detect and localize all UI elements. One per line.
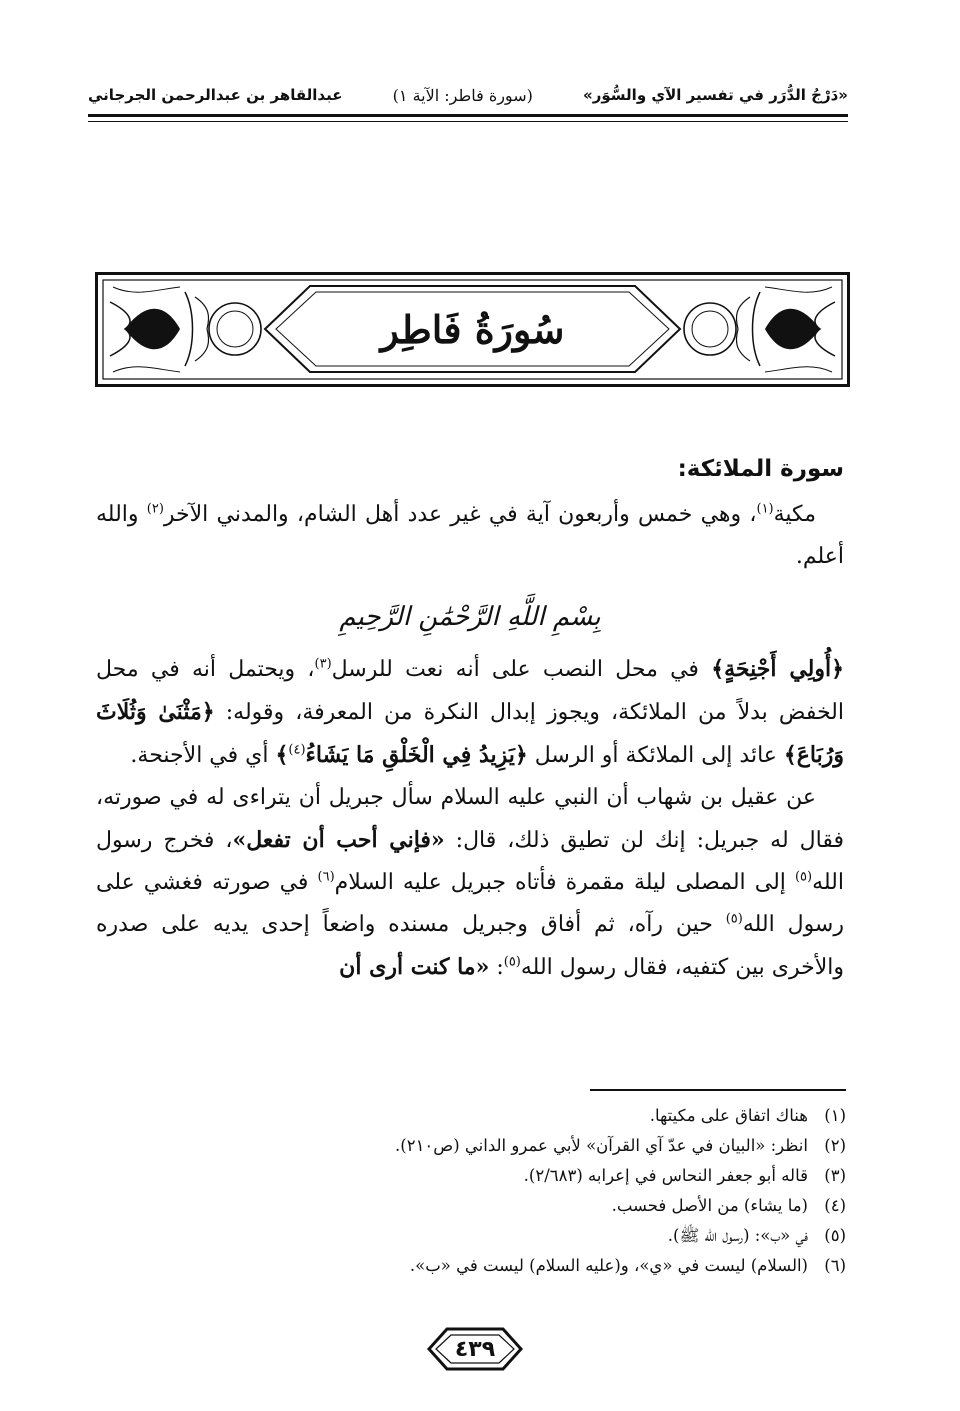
footnotes	[96, 1101, 846, 1281]
intro-text-2: ، وهي خمس وأربعون آية في غير عدد أهل الشام، والمدني الآخر	[163, 502, 757, 527]
quran-quote: ﴿مَثْنَىٰ وَثُلَاثَ وَرُبَاعَ﴾	[96, 699, 844, 768]
footnote-number: (١)	[824, 1106, 846, 1125]
hadith-quote: «فإني أحب أن تفعل»	[232, 827, 445, 853]
footnote-number: (٦)	[824, 1256, 846, 1275]
header-surah-verse: (سورة فاطر: الآية ١)	[392, 85, 533, 105]
footnote-text: هناك اتفاق على مكيتها.	[649, 1106, 808, 1125]
header-book-title: «دَرْجُ الدُّرَر في تفسير الآي والسُّوَر»	[583, 86, 848, 104]
footnote-number: (٢)	[824, 1136, 846, 1155]
footnote-separator	[590, 1089, 846, 1091]
hadith-text: :	[489, 955, 504, 980]
commentary-text: في محل النصب على أنه نعت للرسل	[331, 657, 712, 682]
hadith-text: حين رآه، ثم أفاق وجبريل مسنده واضعاً إحدى يديه على صدره والأخرى بين كتفيه، فقال رسول الله	[96, 912, 844, 980]
quran-quote: ﴿أُولِي أَجْنِحَةٍ﴾	[711, 656, 844, 682]
hadith-text: ، فخرج رسول الله	[96, 828, 844, 895]
footnote-item	[96, 1221, 846, 1251]
footnote-text: انظر: «البيان في عدّ آي القرآن» لأبي عمرو الداني (ص٢١٠).	[395, 1136, 808, 1155]
footnote-item	[96, 1191, 846, 1221]
footnote-ref[interactable]: (٢)	[146, 501, 164, 517]
commentary-text: ، ويحتمل أنه في محل الخفض بدلاً من الملائكة، ويجوز إبدال النكرة من المعرفة، وقوله:	[96, 657, 844, 725]
footnote-number: (٥)	[824, 1226, 846, 1245]
page-number-badge	[425, 1324, 525, 1374]
footnote-ref[interactable]: (٥)	[794, 869, 813, 885]
footnote-item	[96, 1161, 846, 1191]
footnote-text: (ما يشاء) من الأصل فحسب.	[611, 1196, 808, 1215]
footnote-ref[interactable]: (١)	[756, 501, 774, 517]
commentary-text: أي في الأجنحة.	[130, 743, 276, 768]
commentary-text: عائد إلى الملائكة أو الرسل	[527, 743, 784, 768]
footnote-text: في «ب»: (رسول الله ﷺ).	[667, 1226, 808, 1245]
page-number: ٤٣٩	[454, 1336, 496, 1362]
basmala: بِسْمِ اللَّهِ الرَّحْمَٰنِ الرَّحِيمِ	[339, 602, 601, 632]
surah-title: سُورَةُ فَاطِر	[380, 307, 565, 352]
intro-paragraph	[96, 494, 844, 578]
footnote-ref[interactable]: (٥)	[725, 911, 743, 927]
hadith-text: إلى المصلى ليلة مقمرة فأتاه جبريل عليه السلام	[334, 870, 795, 895]
header-rule-thick	[88, 114, 848, 117]
surah-banner	[95, 272, 850, 387]
footnote-number: (٣)	[824, 1166, 846, 1185]
running-header	[88, 78, 848, 112]
footnote-item	[96, 1101, 846, 1131]
footnote-ref[interactable]: (٥)	[503, 954, 521, 970]
footnote-ref[interactable]: (٤)	[288, 742, 306, 758]
footnote-item	[96, 1251, 846, 1281]
tafsir-paragraph	[96, 648, 844, 777]
hadith-paragraph	[96, 777, 844, 989]
quran-quote-close: ﴾	[275, 742, 289, 768]
header-rule-thin	[88, 121, 848, 122]
intro-text-1: مكية	[773, 502, 816, 527]
footnote-item	[96, 1131, 846, 1161]
quran-quote: ﴿يَزِيدُ فِي الْخَلْقِ مَا يَشَاءُ	[305, 742, 528, 768]
footnote-text: (السلام) ليست في «ي»، و(عليه السلام) ليست في «ب».	[409, 1256, 808, 1275]
main-text	[96, 448, 844, 989]
footnote-ref[interactable]: (٣)	[314, 656, 332, 672]
intro-text-3: والله أعلم.	[96, 502, 844, 569]
hadith-text: في صورته فغشي على رسول الله	[96, 870, 844, 937]
hadith-quote: «ما كنت أرى أن	[339, 954, 490, 980]
section-heading: سورة الملائكة:	[677, 456, 844, 482]
header-author: عبدالقاهر بن عبدالرحمن الجرجاني	[88, 86, 343, 104]
hadith-text: عن عقيل بن شهاب أن النبي عليه السلام سأل جبريل أن يتراءى له في صورته، فقال له جبريل: إنك لن تطيق ذلك، قال:	[96, 785, 844, 853]
footnote-number: (٤)	[824, 1196, 846, 1215]
footnote-ref[interactable]: (٦)	[317, 869, 335, 885]
footnote-text: قاله أبو جعفر النحاس في إعرابه (٢/٦٨٣).	[523, 1166, 808, 1185]
